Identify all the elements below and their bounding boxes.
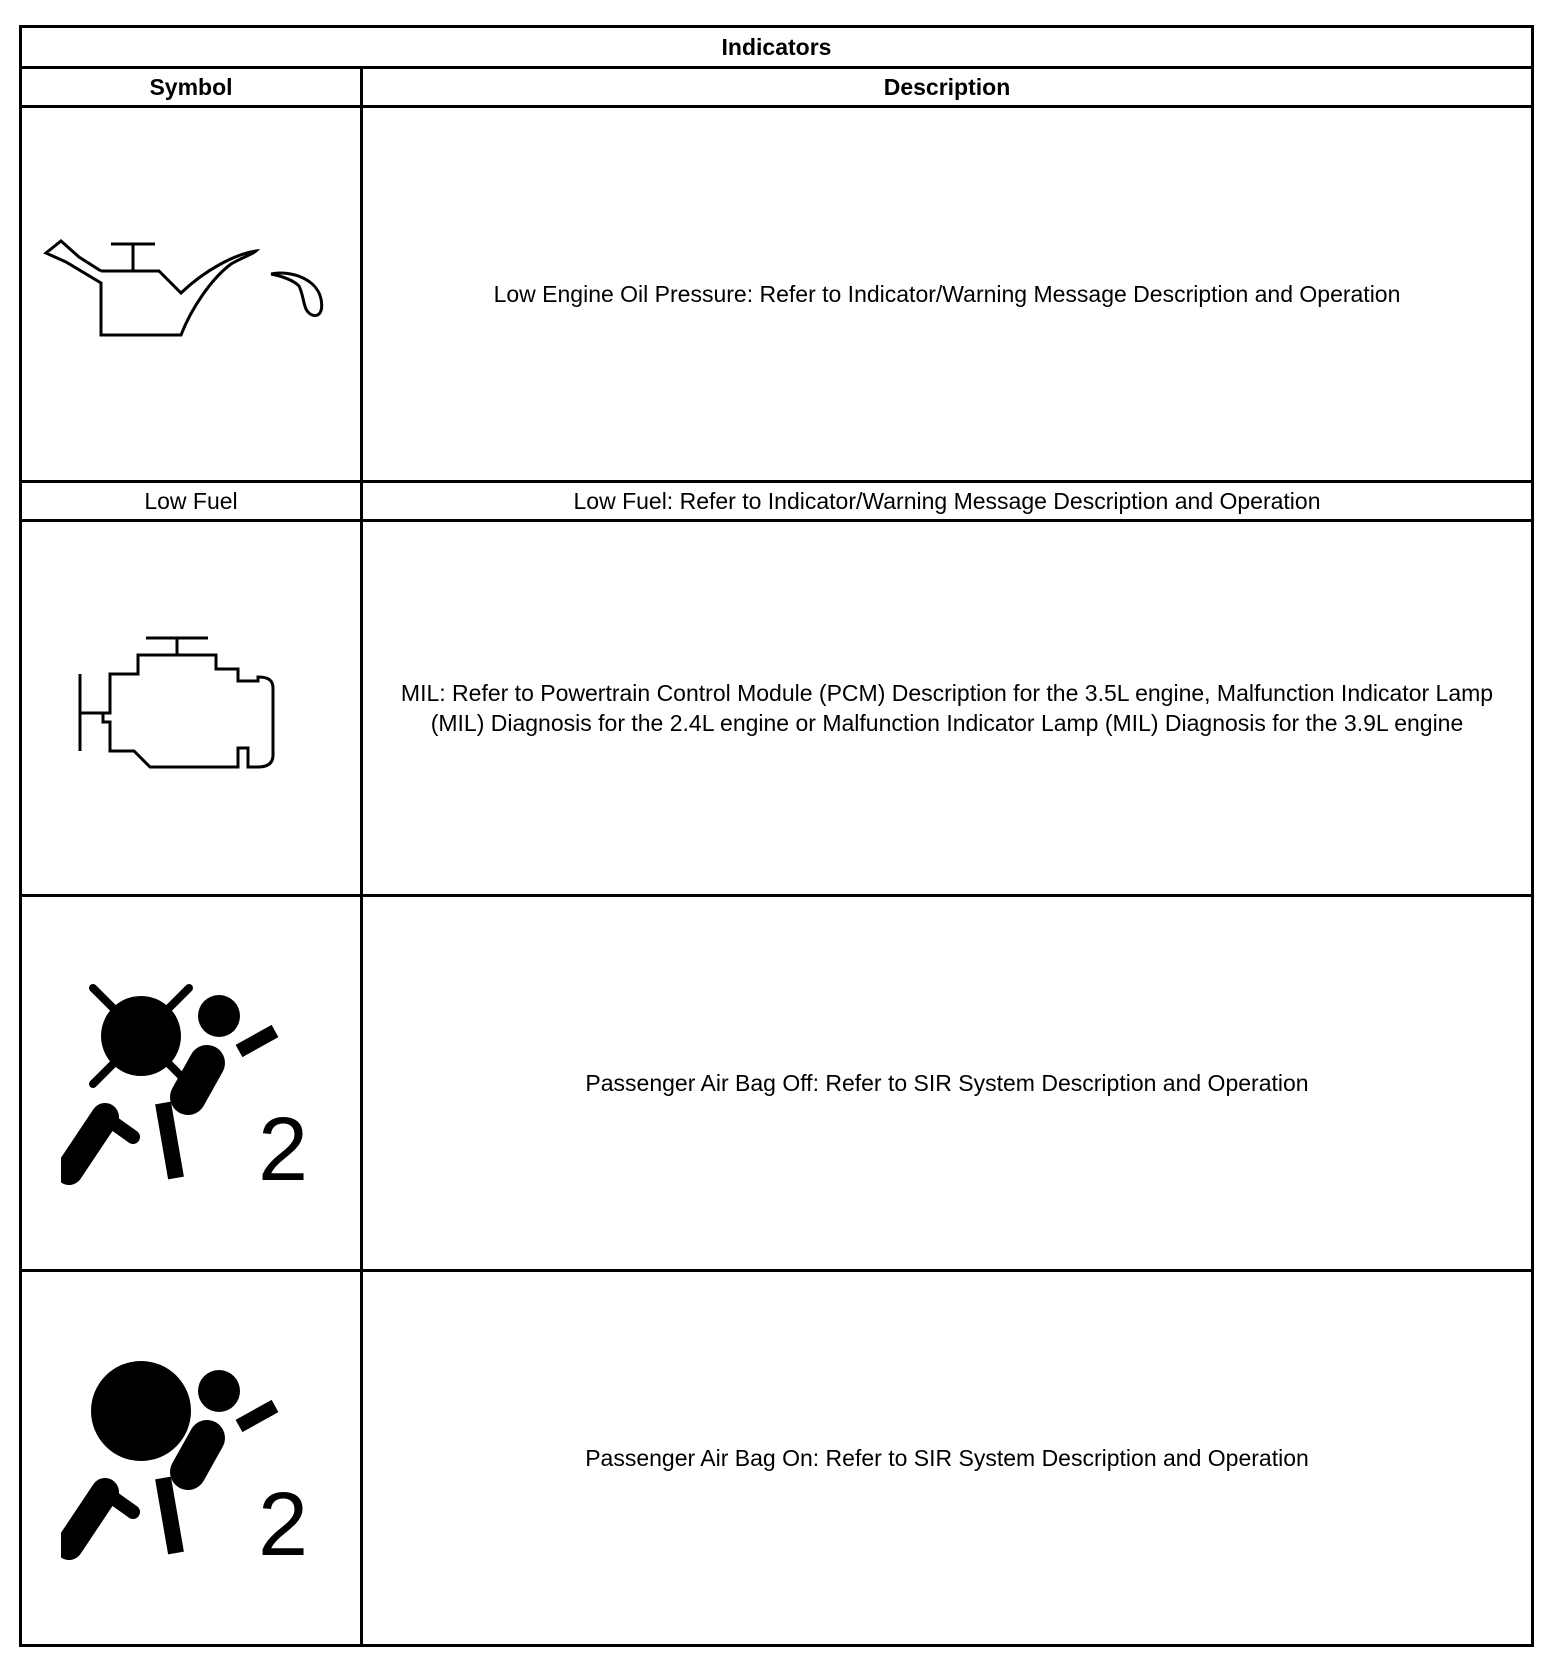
oil-can-icon — [41, 234, 341, 354]
table-row — [21, 107, 1533, 482]
table-row — [21, 482, 1533, 521]
symbol-cell — [21, 107, 362, 482]
symbol-cell — [21, 521, 362, 896]
table-title: Indicators — [21, 27, 1533, 68]
table-row — [21, 521, 1533, 896]
description-cell: Passenger Air Bag Off: Refer to SIR System Description and Operation — [362, 896, 1533, 1271]
engine-icon — [76, 633, 306, 783]
description-cell: MIL: Refer to Powertrain Control Module (PCM) Description for the 3.5L engine, Malfunction Indicator Lamp (MIL) Diagnosis for the 2.4L engine or Malfunction Indicator Lamp (MIL) Diagnosis for the 3.9L engine — [362, 521, 1533, 896]
table-row — [21, 896, 1533, 1271]
symbol-cell — [21, 896, 362, 1271]
symbol-cell: Low Fuel — [21, 482, 362, 521]
table-row — [21, 1271, 1533, 1646]
airbag-seat-number: 2 — [257, 1100, 309, 1193]
description-cell: Passenger Air Bag On: Refer to SIR System Description and Operation — [362, 1271, 1533, 1646]
description-cell: Low Fuel: Refer to Indicator/Warning Message Description and Operation — [362, 482, 1533, 521]
column-header-symbol: Symbol — [21, 68, 362, 107]
airbag-off-icon — [61, 973, 321, 1193]
airbag-on-icon — [61, 1348, 321, 1568]
symbol-cell — [21, 1271, 362, 1646]
description-cell: Low Engine Oil Pressure: Refer to Indicator/Warning Message Description and Operation — [362, 107, 1533, 482]
airbag-seat-number: 2 — [257, 1475, 309, 1568]
column-header-description: Description — [362, 68, 1533, 107]
indicators-table — [19, 25, 1534, 1647]
